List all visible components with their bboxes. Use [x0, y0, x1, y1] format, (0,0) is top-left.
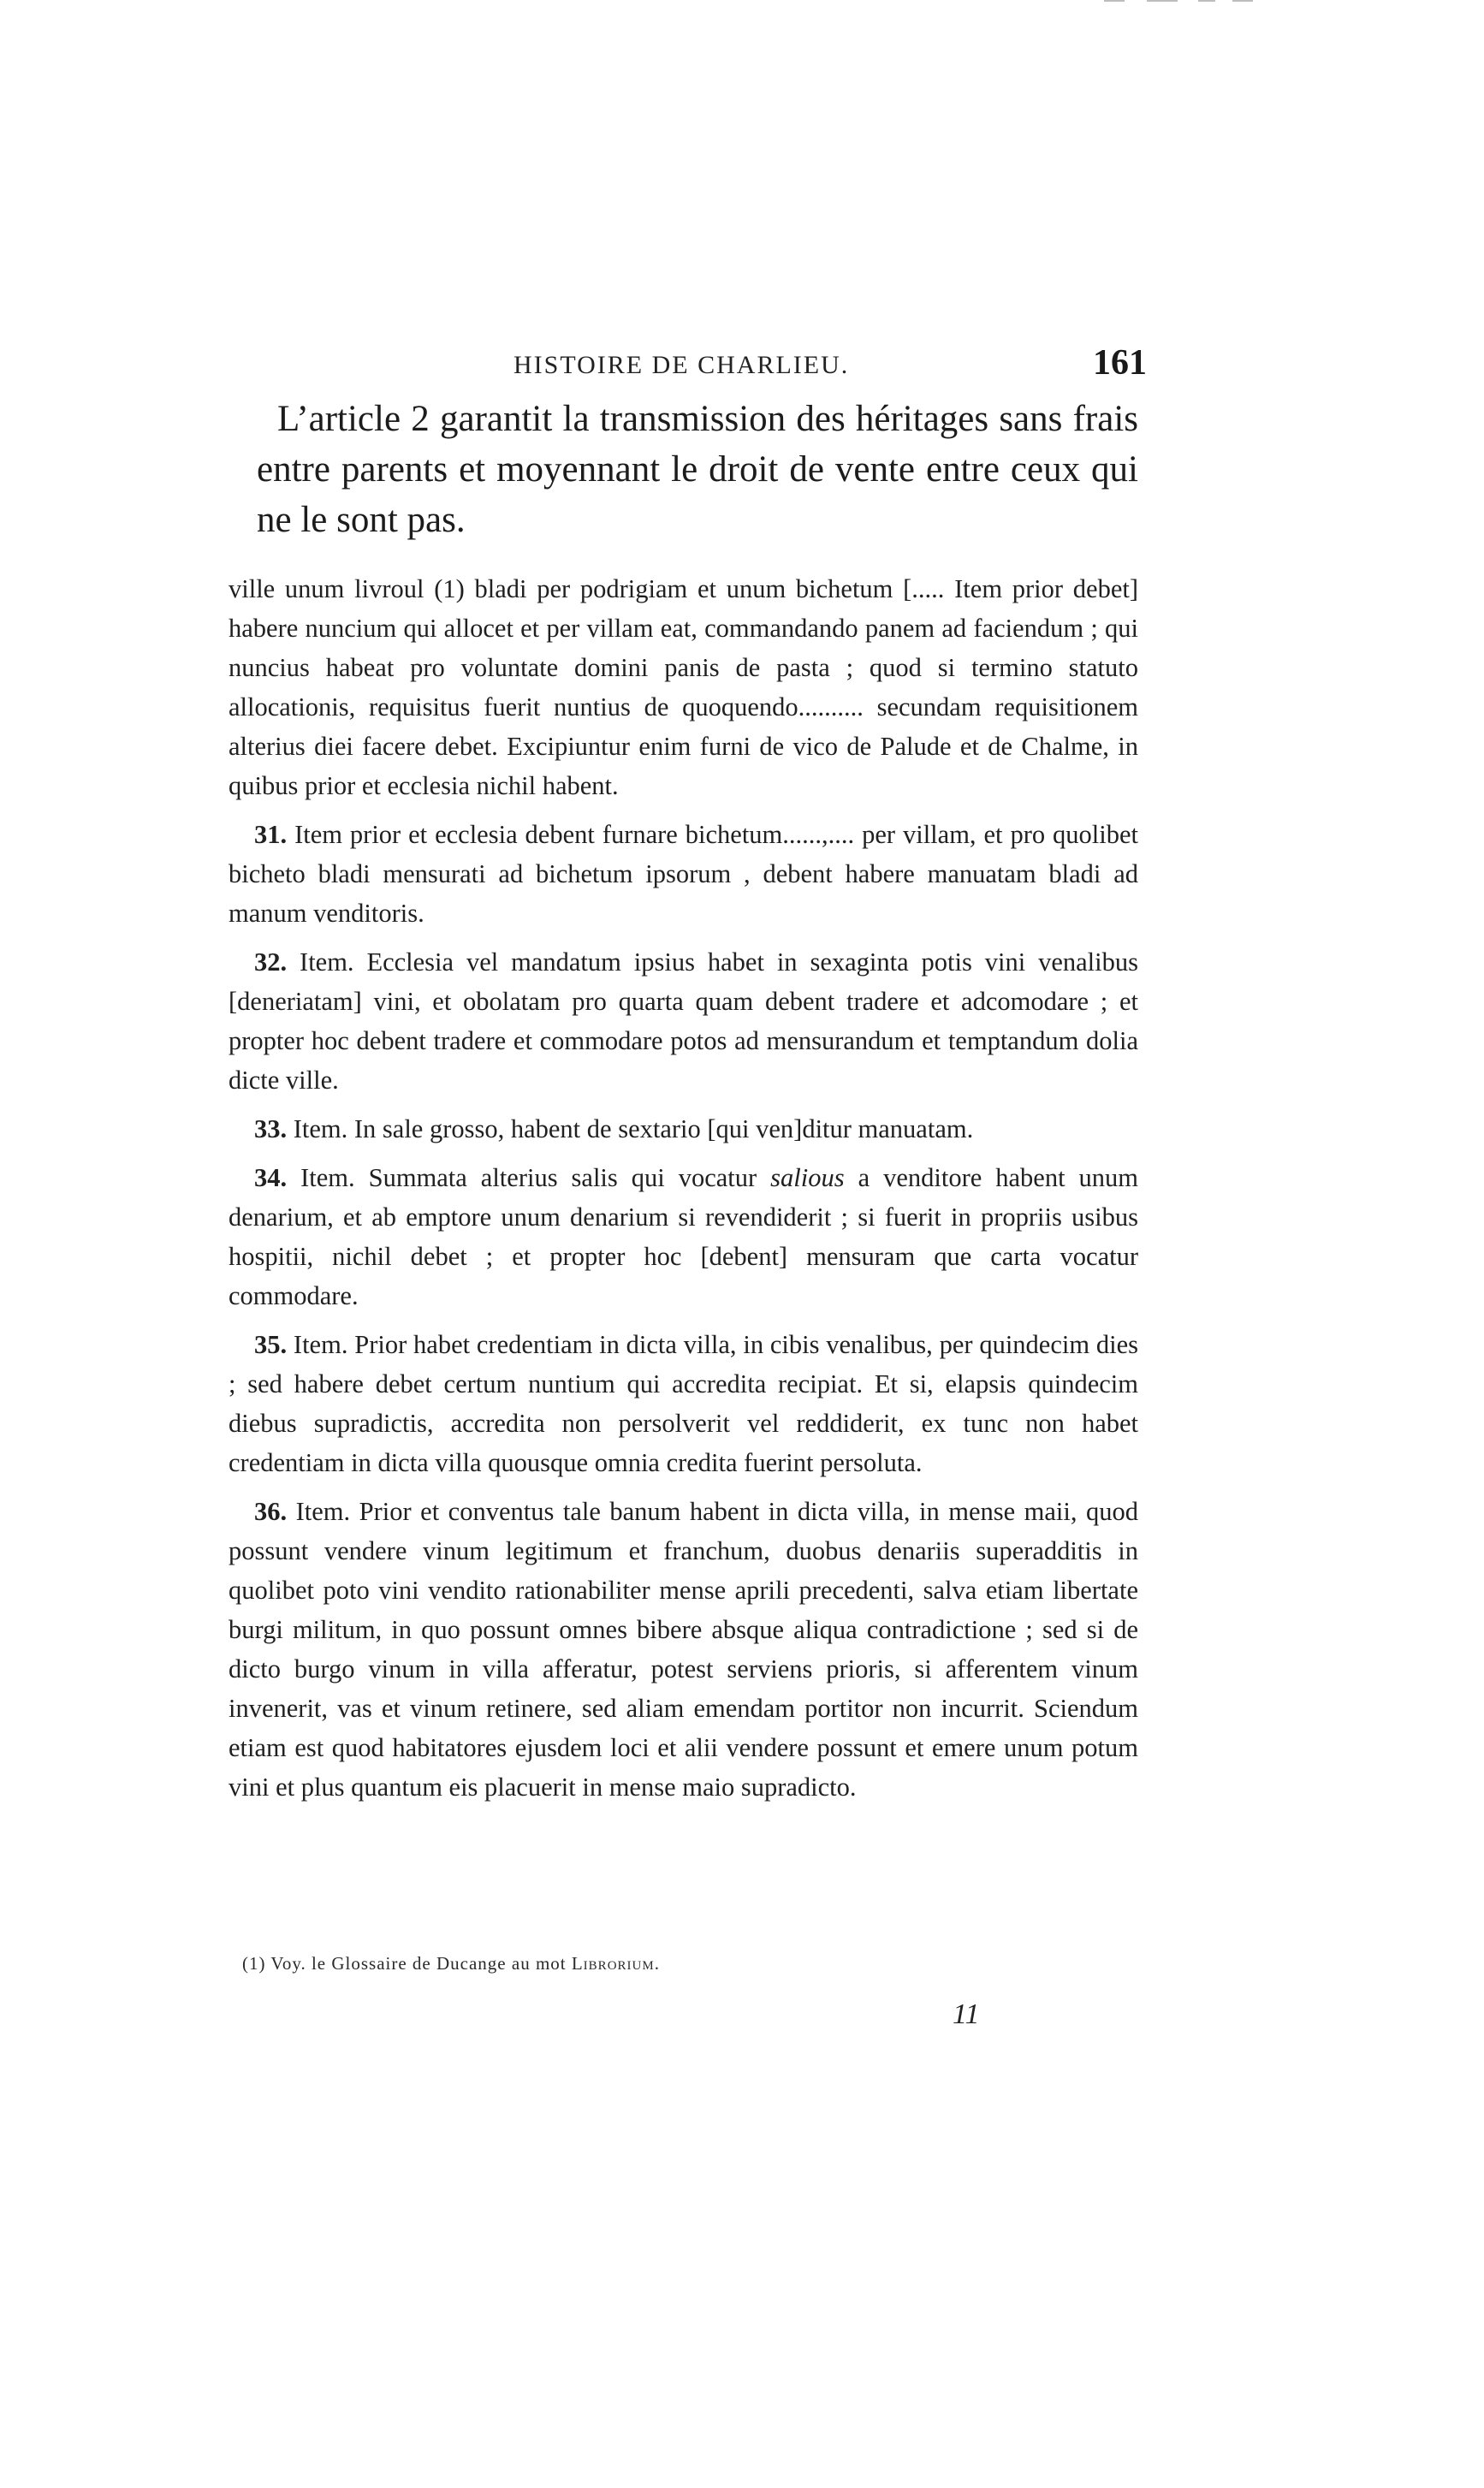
article-text: Item. Prior et conventus tale banum habent in dicta villa, in mense maii, quod possunt vendere vinum legitimum et franchum, duobus denariis superadditis in quolibet poto vini vendito rationabiliter mense aprili precedenti, salva etiam libertate burgi militum, in quo possunt omnes bibere absque aliqua contradictione ; sed si de dicto burgo vinum in villa afferatur, potest serviens prioris, si afferentem vinum invenerit, vas et vinum retinere, sed aliam emendam portitor non incurrit. Sciendum etiam est quod habitatores ejusdem loci et alii vendere possunt et emere unum potum vini et plus quantum eis placuerit in mense maio supradicto. — [229, 1497, 1139, 1802]
article-text-continued: a venditore habent unum denarium, et ab emptore unum denarium si revendiderit ; si fuerit in propriis usibus hospitii, nichil debet ; et propter hoc [debent] mensuram que carta vocatur commodare. — [229, 1163, 1139, 1310]
article-text: Item prior et ecclesia debent furnare bichetum......,.... per villam, et pro quolibet bicheto bladi mensurati ad bichetum ipsorum , debent habere manuatam bladi ad manum venditoris. — [229, 820, 1139, 928]
article-32 — [229, 942, 1138, 1100]
article-36 — [229, 1492, 1138, 1807]
article-text: Item. Ecclesia vel mandatum ipsius habet in sexaginta potis vini venalibus [deneriatam] vini, et obolatam pro quarta quam debent tradere et adcomodare ; et propter hoc debent tradere et commodare potos ad mensurandum et temptandum dolia dicte ville. — [229, 947, 1138, 1095]
signature-mark: 11 — [953, 1998, 980, 2030]
paragraph-continuation — [229, 569, 1138, 805]
article-number: 34. — [254, 1163, 288, 1192]
footnote-text: (1) Voy. le Glossaire de Ducange au mot — [242, 1953, 572, 1974]
scan-edge-mark — [1232, 0, 1253, 2]
footnote-term: Librorium. — [571, 1953, 660, 1974]
italic-term: salious — [770, 1163, 845, 1192]
article-text: Item. Summata alterius salis qui vocatur — [300, 1163, 771, 1192]
intro-paragraph: L’article 2 garantit la transmission des héritages sans frais entre parents et moyennant le droit de vente entre ceux qui ne le sont pas. — [257, 399, 1138, 540]
article-number: 33. — [254, 1114, 288, 1143]
article-number: 35. — [254, 1330, 288, 1359]
article-35 — [229, 1325, 1138, 1482]
article-text: Item. Prior habet credentiam in dicta villa, in cibis venalibus, per quindecim dies ; sed habere debet certum nuntium qui accredita recipiat. Et si, elapsis quindecim diebus supradictis, accredita non persolverit vel reddiderit, ex tunc non habet credentiam in dicta villa quousque omnia credita fuerint persoluta. — [229, 1330, 1138, 1477]
page-number: 161 — [1093, 343, 1147, 383]
article-31 — [229, 815, 1138, 933]
article-text: Item. In sale grosso, habent de sextario [qui ven]ditur manuatam. — [293, 1114, 974, 1143]
running-title: HISTOIRE DE CHARLIEU. — [513, 351, 850, 379]
article-34 — [229, 1158, 1138, 1315]
article-number: 36. — [254, 1497, 288, 1526]
page-header — [231, 342, 1147, 385]
footnote — [242, 1953, 660, 1974]
scan-edge-mark — [1198, 0, 1215, 2]
article-number: 32. — [254, 947, 288, 977]
paragraph-text: ville unum livroul (1) bladi per podrigiam et unum bichetum [..... Item prior debet] habere nuncium qui allocet et per villam eat, commandando panem ad faciendum ; qui nuncius habeat pro voluntate domini panis de pasta ; quod si termino statuto allocationis, requisitus fuerit nuntius de quoquendo.......... secundam requisitionem alterius diei facere debet. Excipiuntur enim furni de vico de Palude et de Chalme, in quibus prior et ecclesia nichil habent. — [229, 574, 1138, 800]
scan-edge-mark — [1147, 0, 1178, 2]
article-33 — [229, 1109, 1138, 1149]
scan-edge-mark — [1104, 0, 1125, 2]
article-number: 31. — [254, 820, 288, 849]
charter-text — [229, 569, 1138, 1816]
